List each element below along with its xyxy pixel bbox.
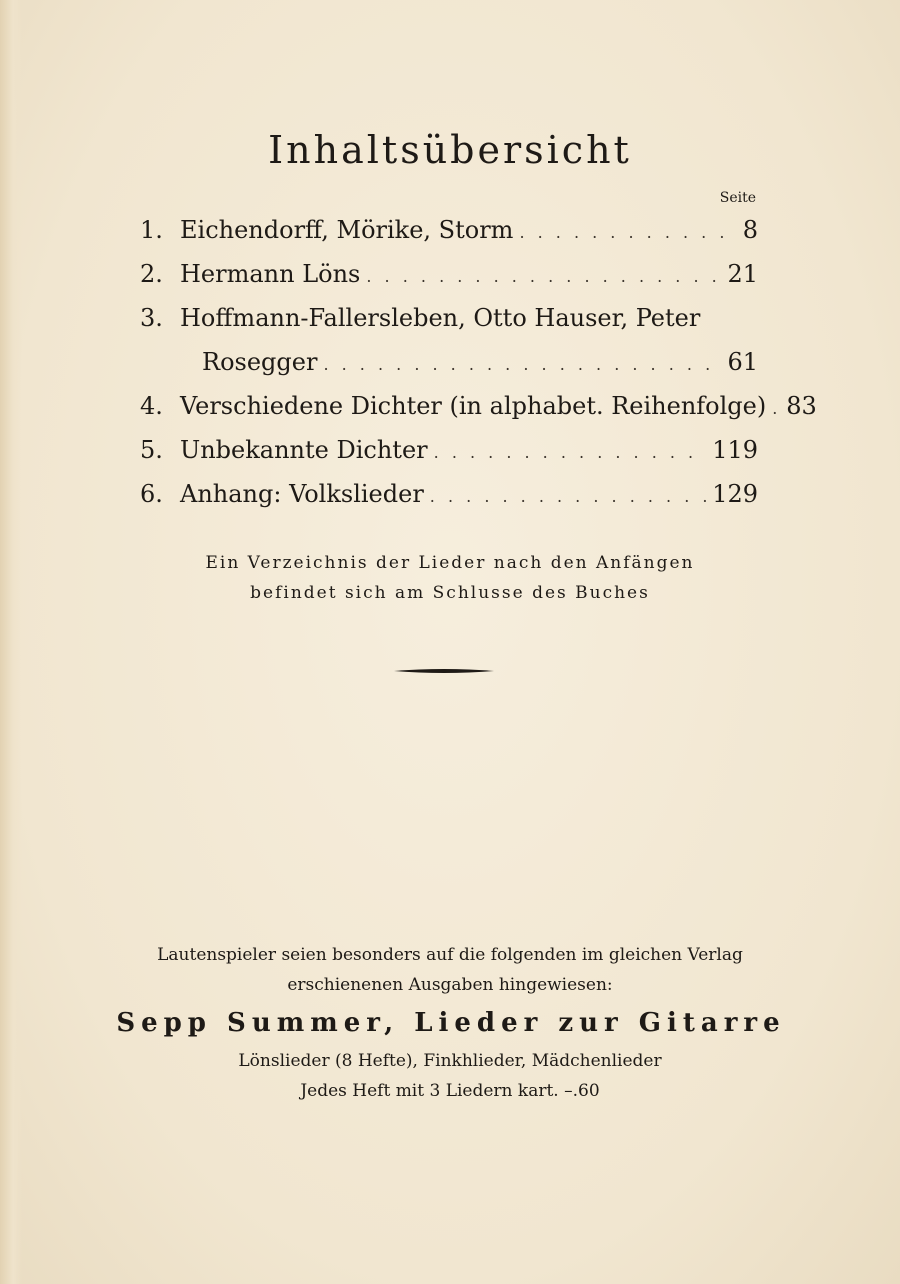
toc-title: Anhang: Volkslieder (180, 480, 424, 508)
dot-leader (366, 255, 721, 299)
table-of-contents (140, 208, 817, 516)
toc-number: 3. (140, 304, 163, 332)
toc-number: 5. (140, 436, 163, 464)
toc-entry-6 (140, 472, 758, 516)
toc-number: 1. (140, 216, 163, 244)
toc-entry-2 (140, 252, 758, 296)
toc-entry-4 (140, 384, 817, 428)
publisher-notice (0, 940, 900, 1106)
publisher-line-3: Lönslieder (8 Hefte), Finkhlieder, Mädchenlieder (238, 1051, 662, 1071)
index-note-line-2: befindet sich am Schlusse des Buches (250, 583, 650, 603)
toc-title: Hermann Löns (180, 260, 361, 288)
dot-leader (323, 343, 721, 387)
toc-title: Verschiedene Dichter (in alphabet. Reihenfolge) (180, 392, 767, 420)
toc-title: Unbekannte Dichter (180, 436, 428, 464)
toc-page: 21 (727, 260, 758, 288)
dot-leader (430, 475, 706, 519)
publisher-line-4: Jedes Heft mit 3 Liedern kart. –.60 (300, 1081, 600, 1101)
toc-entry-1 (140, 208, 758, 252)
toc-number: 6. (140, 480, 163, 508)
publisher-line-2: erschienenen Ausgaben hingewiesen: (287, 975, 613, 995)
divider-ornament (394, 668, 494, 674)
index-note (0, 548, 900, 608)
toc-entry-3-continuation (140, 340, 758, 384)
toc-entry-3 (140, 296, 758, 340)
toc-title-continuation: Rosegger (202, 348, 318, 376)
toc-title: Hoffmann-Fallersleben, Otto Hauser, Peter (180, 304, 701, 332)
toc-number: 4. (140, 392, 163, 420)
dot-leader (434, 431, 707, 475)
publisher-line-1: Lautenspieler seien besonders auf die folgenden im gleichen Verlag (157, 945, 743, 965)
toc-title: Eichendorff, Mörike, Storm (180, 216, 514, 244)
toc-page: 61 (727, 348, 758, 376)
dot-leader (772, 387, 780, 431)
index-note-line-1: Ein Verzeichnis der Lieder nach den Anfängen (205, 553, 695, 573)
toc-page: 83 (786, 392, 817, 420)
page-title: Inhaltsübersicht (268, 128, 632, 172)
toc-page: 8 (742, 216, 758, 244)
toc-entry-5 (140, 428, 758, 472)
page-column-header: Seite (719, 190, 756, 206)
dot-leader (519, 211, 736, 255)
toc-page: 119 (712, 436, 758, 464)
toc-number: 2. (140, 260, 163, 288)
toc-page: 129 (712, 480, 758, 508)
series-title: Sepp Summer, Lieder zur Gitarre (116, 1008, 786, 1038)
